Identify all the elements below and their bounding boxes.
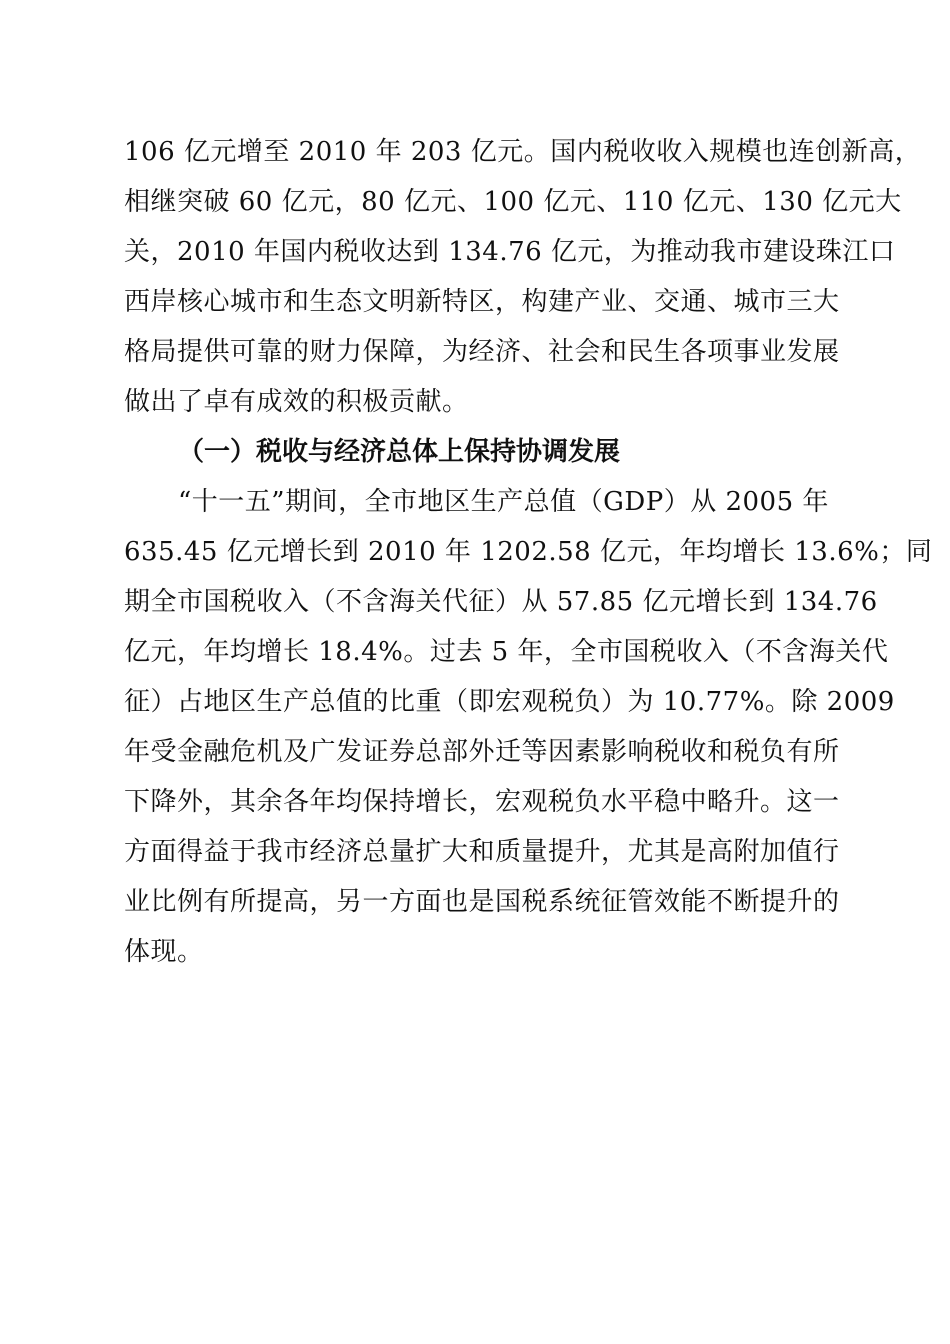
paragraph-2-line-6: 年受金融危机及广发证券总部外迁等因素影响税收和税负有所: [124, 737, 840, 767]
paragraph-1-line-4: 西岸核心城市和生态文明新特区，构建产业、交通、城市三大: [124, 287, 840, 317]
paragraph-2-line-4: 亿元，年均增长 18.4%。过去 5 年，全市国税收入（不含海关代: [124, 637, 889, 667]
paragraph-2-line-9: 业比例有所提高，另一方面也是国税系统征管效能不断提升的: [124, 887, 840, 917]
paragraph-1-line-5: 格局提供可靠的财力保障，为经济、社会和民生各项事业发展: [124, 337, 840, 367]
paragraph-2-line-2: 635.45 亿元增长到 2010 年 1202.58 亿元，年均增长 13.6%；同: [124, 537, 933, 567]
paragraph-2-line-7: 下降外，其余各年均保持增长，宏观税负水平稳中略升。这一: [124, 787, 840, 817]
paragraph-2-line-10: 体现。: [124, 937, 204, 967]
paragraph-1-line-6: 做出了卓有成效的积极贡献。: [124, 387, 469, 417]
paragraph-2-line-8: 方面得益于我市经济总量扩大和质量提升，尤其是高附加值行: [124, 837, 840, 867]
paragraph-2-line-1: “十一五”期间，全市地区生产总值（GDP）从 2005 年: [178, 487, 829, 517]
paragraph-1-line-1: 106 亿元增至 2010 年 203 亿元。国内税收收入规模也连创新高，: [124, 137, 922, 167]
paragraph-1-line-2: 相继突破 60 亿元，80 亿元、100 亿元、110 亿元、130 亿元大: [124, 187, 902, 217]
paragraph-1-line-3: 关，2010 年国内税收达到 134.76 亿元，为推动我市建设珠江口: [124, 237, 896, 267]
section-heading: （一）税收与经济总体上保持协调发展: [178, 437, 621, 467]
paragraph-2-line-3: 期全市国税收入（不含海关代征）从 57.85 亿元增长到 134.76: [124, 587, 878, 617]
paragraph-2-line-5: 征）占地区生产总值的比重（即宏观税负）为 10.77%。除 2009: [124, 687, 895, 717]
